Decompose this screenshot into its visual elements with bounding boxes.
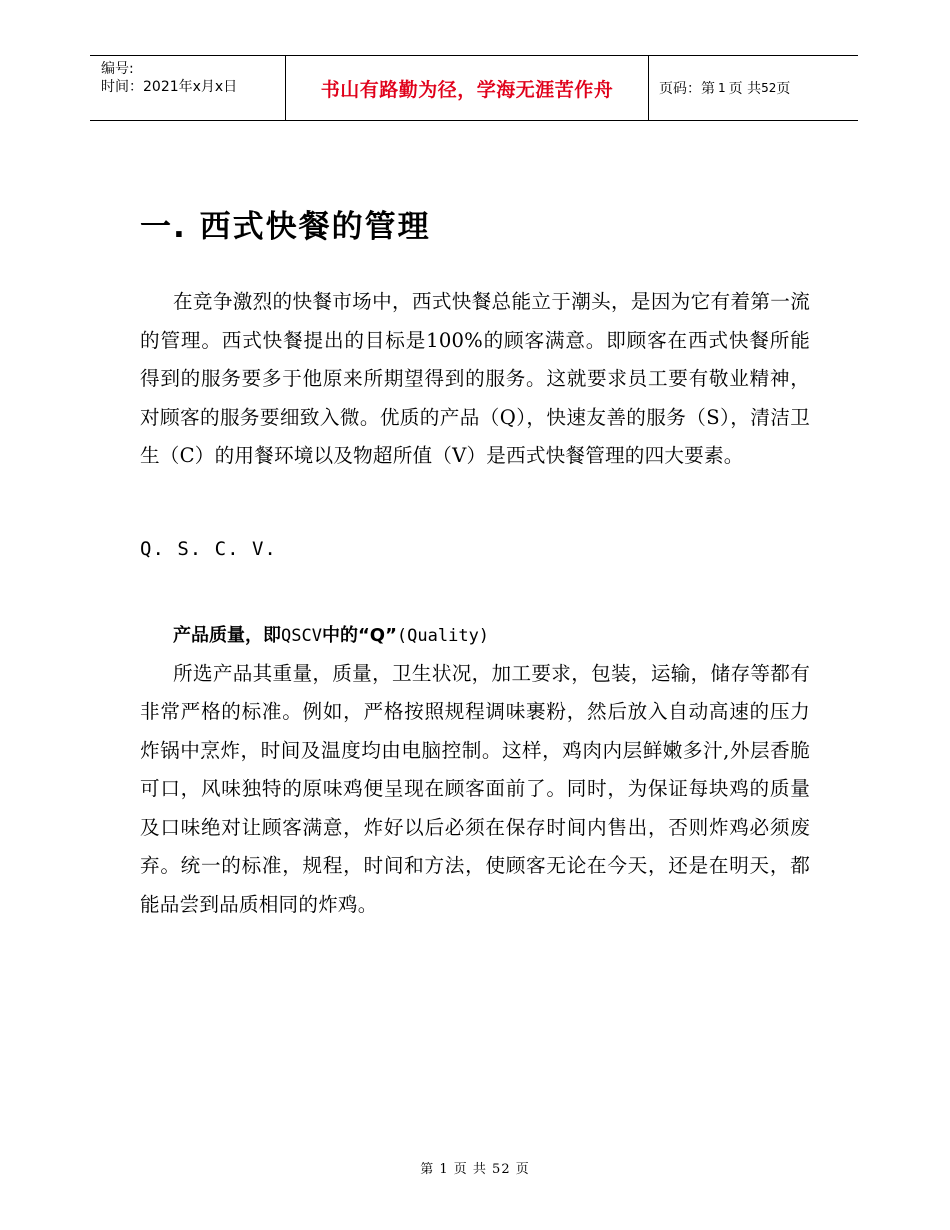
document-code-label: 编号:: [101, 61, 134, 77]
intro-paragraph: 在竞争激烈的快餐市场中，西式快餐总能立于潮头，是因为它有着第一流的管理。西式快餐提出的目标是100%的顾客满意。即顾客在西式快餐所能得到的服务要多于他原来所期望得到的服务。这就要求员工要有敬业精神，对顾客的服务要细致入微。优质的产品（Q），快速友善的服务（S），清洁卫生（C）的用餐环境以及物超所值（V）是西式快餐管理的四大要素。: [140, 290, 810, 467]
page-header: [90, 55, 858, 121]
section-heading: [140, 620, 810, 652]
section-heading-prefix: 产品质量，即: [173, 624, 281, 646]
quality-paragraph: 所选产品其重量，质量，卫生状况，加工要求，包装，运输，储存等都有非常严格的标准。例如，严格按照规程调味裹粉，然后放入自动高速的压力炸锅中烹炸，时间及温度均由电脑控制。这样，鸡肉内层鲜嫩多汁,外层香脆可口，风味独特的原味鸡便呈现在顾客面前了。同时，为保证每块鸡的质量及口味绝对让顾客满意，炸好以后必须在保存时间内售出，否则炸鸡必须废弃。统一的标准，规程，时间和方法，使顾客无论在今天，还是在明天，都能品尝到品质相同的炸鸡。: [140, 661, 810, 916]
page-prefix: 页码：第: [659, 81, 715, 97]
header-meta-cell: [90, 56, 286, 120]
document-title: 一. 西式快餐的管理: [140, 209, 431, 245]
footer-page-number: 第 1 页 共 52 页: [420, 1162, 530, 1177]
section-heading-qscv: QSCV: [281, 625, 322, 646]
section-heading-mid: 中的“Q”: [321, 624, 397, 646]
document-time: 时间：2021年x月x日: [101, 79, 238, 95]
header-motto-cell: [286, 56, 649, 120]
qscv-label: Q. S. C. V.: [140, 537, 277, 560]
page-mid: 页 共: [728, 81, 762, 97]
document-body: [140, 190, 810, 924]
page-current: 1: [718, 81, 726, 95]
header-page-cell: [649, 56, 858, 120]
page-footer: [0, 1158, 950, 1177]
motto-text: 书山有路勤为径，学海无涯苦作舟: [320, 78, 614, 101]
section-heading-suffix: (Quality): [396, 625, 490, 646]
page-suffix: 页: [776, 81, 791, 97]
page-total: 52: [761, 81, 777, 95]
